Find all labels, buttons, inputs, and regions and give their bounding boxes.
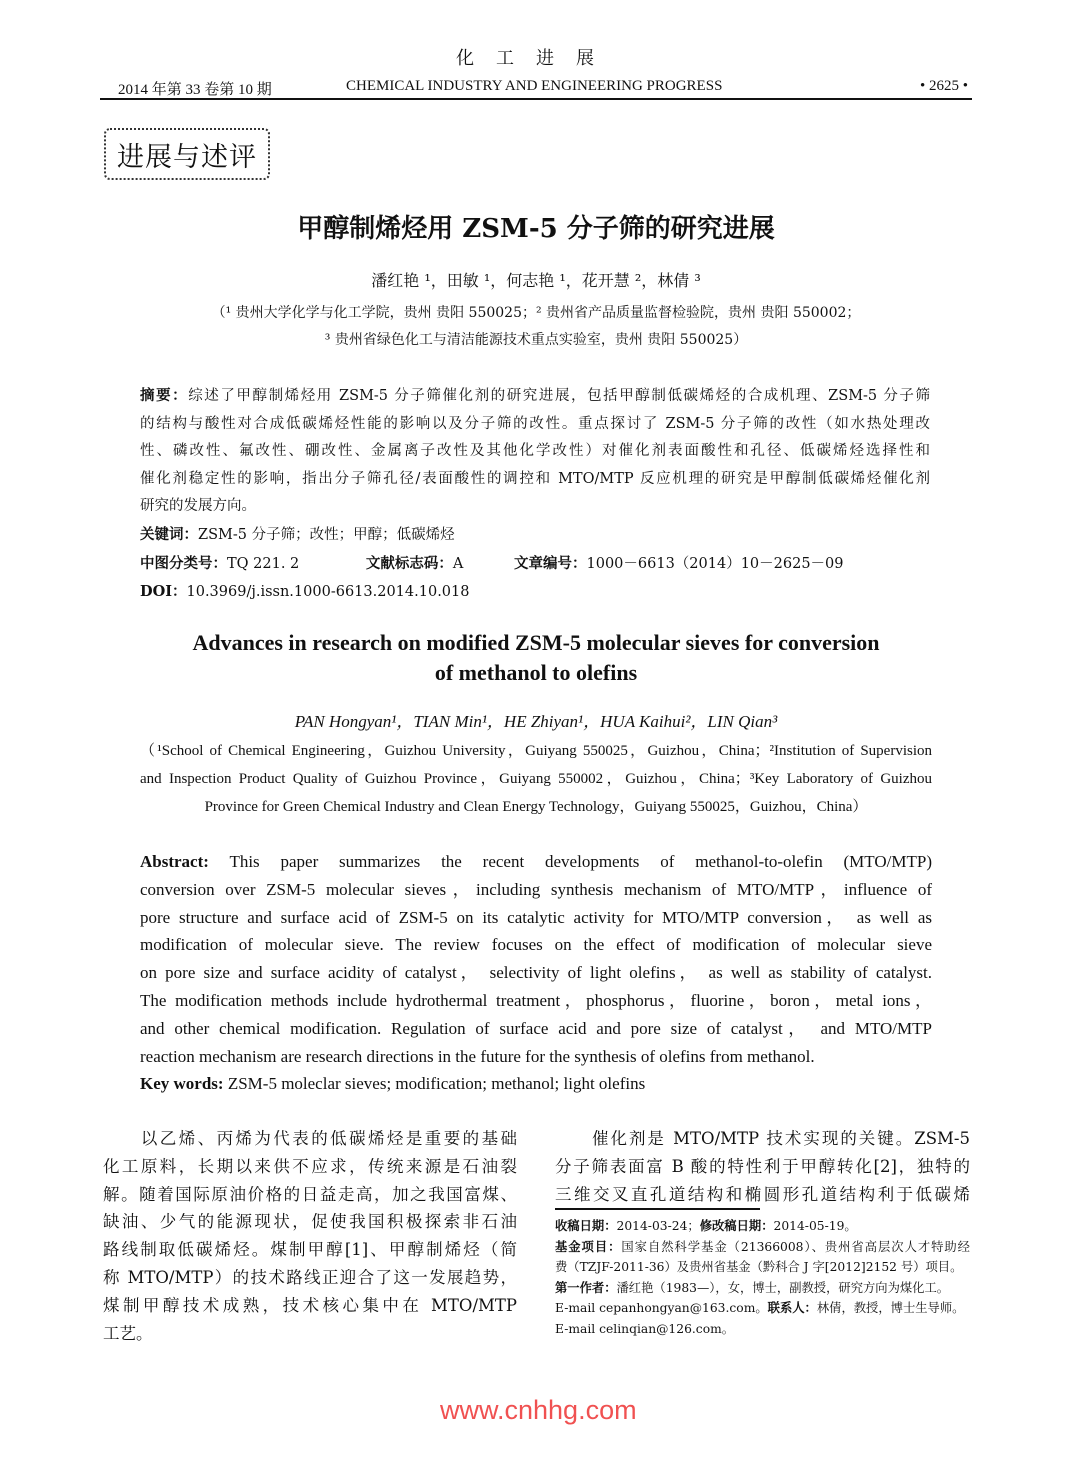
clc-value: TQ 221. 2 (227, 555, 300, 572)
abstract-label: 摘要： (140, 387, 189, 404)
footnote-label: 联系人： (767, 1300, 817, 1315)
english-title-line: Advances in research on modified ZSM-5 molecular sieves for conversion (192, 630, 880, 655)
footnote-divider (555, 1208, 760, 1210)
english-authors: PAN Hongyan¹，TIAN Min¹，HE Zhiyan¹，HUA Kaihui²，LIN Qian³ (294, 712, 778, 731)
footnote-text: 国家自然科学基金（21366008）、贵州省高层次人才特助经 (621, 1239, 970, 1254)
doc-code-label: 文献标志码： (365, 554, 453, 572)
doi-value[interactable]: 10.3969/j.issn.1000-6613.2014.10.018 (186, 584, 470, 601)
doc-code: A (452, 555, 464, 572)
body-right-column (555, 1125, 970, 1208)
keywords-text: ZSM-5 moleclar sieves; modification; methanol; light olefins (227, 1074, 646, 1094)
body-line: 工艺。 (103, 1323, 153, 1343)
affiliation-line: （¹ 贵州大学化学与化工学院，贵州 贵阳 550025；² 贵州省产品质量监督检验院，贵州 贵阳 550002； (211, 305, 861, 321)
email: E-mail cepanhongyan@163.com。 (555, 1301, 768, 1315)
footnote-label: 修改稿日期： (699, 1218, 774, 1233)
abstract-line: pore structure and surface acid of ZSM-5 on its catalytic activity for MTO/MTP conversion， as well as (140, 907, 932, 927)
english-affiliation-line: （¹School of Chemical Engineering，Guizhou University，Guiyang 550025，Guizhou，China；²Institution of Supervision (140, 743, 932, 759)
body-line: 路线制取低碳烯烃。煤制甲醇[1]、甲醇制烯烃（简 (103, 1240, 517, 1260)
footnote-text: 潘红艳（1983—），女，博士，副教授，研究方向为煤化工。 (616, 1280, 950, 1295)
english-keywords (140, 1070, 932, 1098)
footnote-text: 林倩，教授，博士生导师。 (816, 1301, 965, 1315)
body-line: 解。随着国际原油价格的日益走高，加之我国富煤、 (103, 1184, 517, 1204)
section-badge: 进展与述评 (104, 128, 270, 180)
keywords-label: Key words: (140, 1074, 224, 1094)
body-line: 煤制甲醇技术成熟，技术核心集中在 MTO/MTP (103, 1295, 517, 1315)
english-affiliation-line: and Inspection Product Quality of Guizhou Province，Guiyang 550002，Guizhou，China；³Key Laboratory of Guizhou (140, 771, 932, 787)
footnote-text: 2014-03-24； (616, 1219, 700, 1233)
abstract-line (140, 382, 930, 411)
keywords (140, 521, 930, 550)
body-line: 三维交叉直孔道结构和椭圆形孔道结构利于低碳烯 (555, 1184, 970, 1204)
abstract-line: 研究的发展方向。 (140, 498, 256, 515)
keywords-text: ZSM-5 分子筛；改性；甲醇；低碳烯烃 (198, 526, 455, 543)
footnotes (555, 1216, 970, 1339)
footnote-label: 第一作者： (555, 1279, 617, 1295)
footnote-funding (555, 1237, 970, 1258)
authors: 潘红艳 ¹，田敏 ¹，何志艳 ¹，花开慧 ²，林倩 ³ (371, 271, 701, 290)
cn-abstract (140, 382, 930, 607)
abstract-line: modification of molecular sieve. The review focuses on the effect of modification of molecular sieve (140, 935, 932, 955)
body-line: 称 MTO/MTP）的技术路线正迎合了这一发展趋势， (103, 1267, 517, 1287)
footnote-contact (555, 1298, 970, 1319)
body-line: 缺油、少气的能源现状，促使我国积极探索非石油 (103, 1212, 517, 1232)
footnote-funding-cont: 费（TZJF-2011-36）及贵州省基金（黔科合 J 字[2012]2152 号）项目。 (555, 1260, 963, 1274)
english-abstract (140, 848, 932, 1098)
watermark: www.cnhhg.com (440, 1395, 637, 1425)
abstract-line: 性、磷改性、氟改性、硼改性、金属离子改性及其他化学改性）对催化剂表面酸性和孔径、低碳烯烃选择性和 (140, 443, 930, 460)
doi (140, 578, 930, 607)
abstract-line: 催化剂稳定性的影响，指出分子筛孔径/表面酸性的调控和 MTO/MTP 反应机理的研究是甲醇制低碳烯烃催化剂 (140, 470, 930, 487)
abstract-line: 的结构与酸性对合成低碳烯烃性能的影响以及分子筛的改性。重点探讨了 ZSM-5 分子筛的改性（如水热处理改 (140, 415, 930, 432)
english-affiliation-line: Province for Green Chemical Industry and Clean Energy Technology，Guiyang 550025，Guizhou，China） (204, 799, 868, 815)
body-line: 催化剂是 MTO/MTP 技术实现的关键。ZSM-5 (555, 1129, 970, 1148)
journal-name: 化工进展 (456, 48, 616, 69)
article-no: 1000－6613（2014）10－2625－09 (586, 555, 844, 572)
body-left-column (103, 1125, 517, 1347)
footnote-email: E-mail celinqian@126.com。 (555, 1321, 735, 1336)
english-title (0, 628, 1072, 688)
footnote-label: 收稿日期： (555, 1218, 617, 1233)
abstract-line: conversion over ZSM-5 molecular sieves，including synthesis mechanism of MTO/MTP，influence of (140, 879, 932, 899)
body-line: 分子筛表面富 B 酸的特性利于甲醇转化[2]，独特的 (555, 1156, 970, 1176)
abstract-text: 综述了甲醇制烯烃用 ZSM-5 分子筛催化剂的研究进展，包括甲醇制低碳烯烃的合成机理、ZSM-5 分子筛 (188, 388, 930, 404)
journal-name-en: CHEMICAL INDUSTRY AND ENGINEERING PROGRESS (346, 78, 723, 94)
abstract-line: The modification methods include hydrothermal treatment，phosphorus，fluorine，boron，metal ions， (140, 990, 932, 1010)
footnote-dates (555, 1216, 970, 1237)
abstract-line (140, 848, 932, 876)
running-header (100, 78, 972, 100)
body-line: 化工原料，长期以来供不应求，传统来源是石油裂 (103, 1156, 517, 1176)
classification (140, 550, 930, 579)
abstract-line: reaction mechanism are research directions in the future for the synthesis of olefins from methanol. (140, 1046, 815, 1066)
clc-label: 中图分类号： (140, 554, 227, 572)
keywords-label: 关键词： (140, 525, 198, 543)
affiliation-line: ³ 贵州省绿色化工与清洁能源技术重点实验室，贵州 贵阳 550025） (324, 332, 748, 348)
article-no-label: 文章编号： (514, 554, 587, 572)
paper-title: 甲醇制烯烃用 ZSM-5 分子筛的研究进展 (297, 214, 775, 244)
page-number: • 2625 • (919, 78, 968, 94)
abstract-label: Abstract: (140, 852, 209, 871)
footnote-text: 2014-05-19。 (773, 1219, 857, 1233)
abstract-text: This paper summarizes the recent developments of methanol-to-olefin (MTO/MTP) (229, 852, 932, 871)
doi-label: DOI： (140, 583, 187, 601)
issue-info: 2014 年第 33 卷第 10 期 (118, 82, 272, 98)
abstract-line: on pore size and surface acidity of catalyst， selectivity of light olefins， as well as stability of catalyst. (140, 963, 932, 983)
footnote-label: 基金项目： (555, 1238, 622, 1254)
footnote-first-author (555, 1278, 970, 1299)
abstract-line: and other chemical modification. Regulation of surface acid and pore size of catalyst， and MTO/MTP (140, 1018, 932, 1038)
english-title-line: of methanol to olefins (434, 660, 638, 685)
body-line: 以乙烯、丙烯为代表的低碳烯烃是重要的基础 (103, 1129, 517, 1148)
